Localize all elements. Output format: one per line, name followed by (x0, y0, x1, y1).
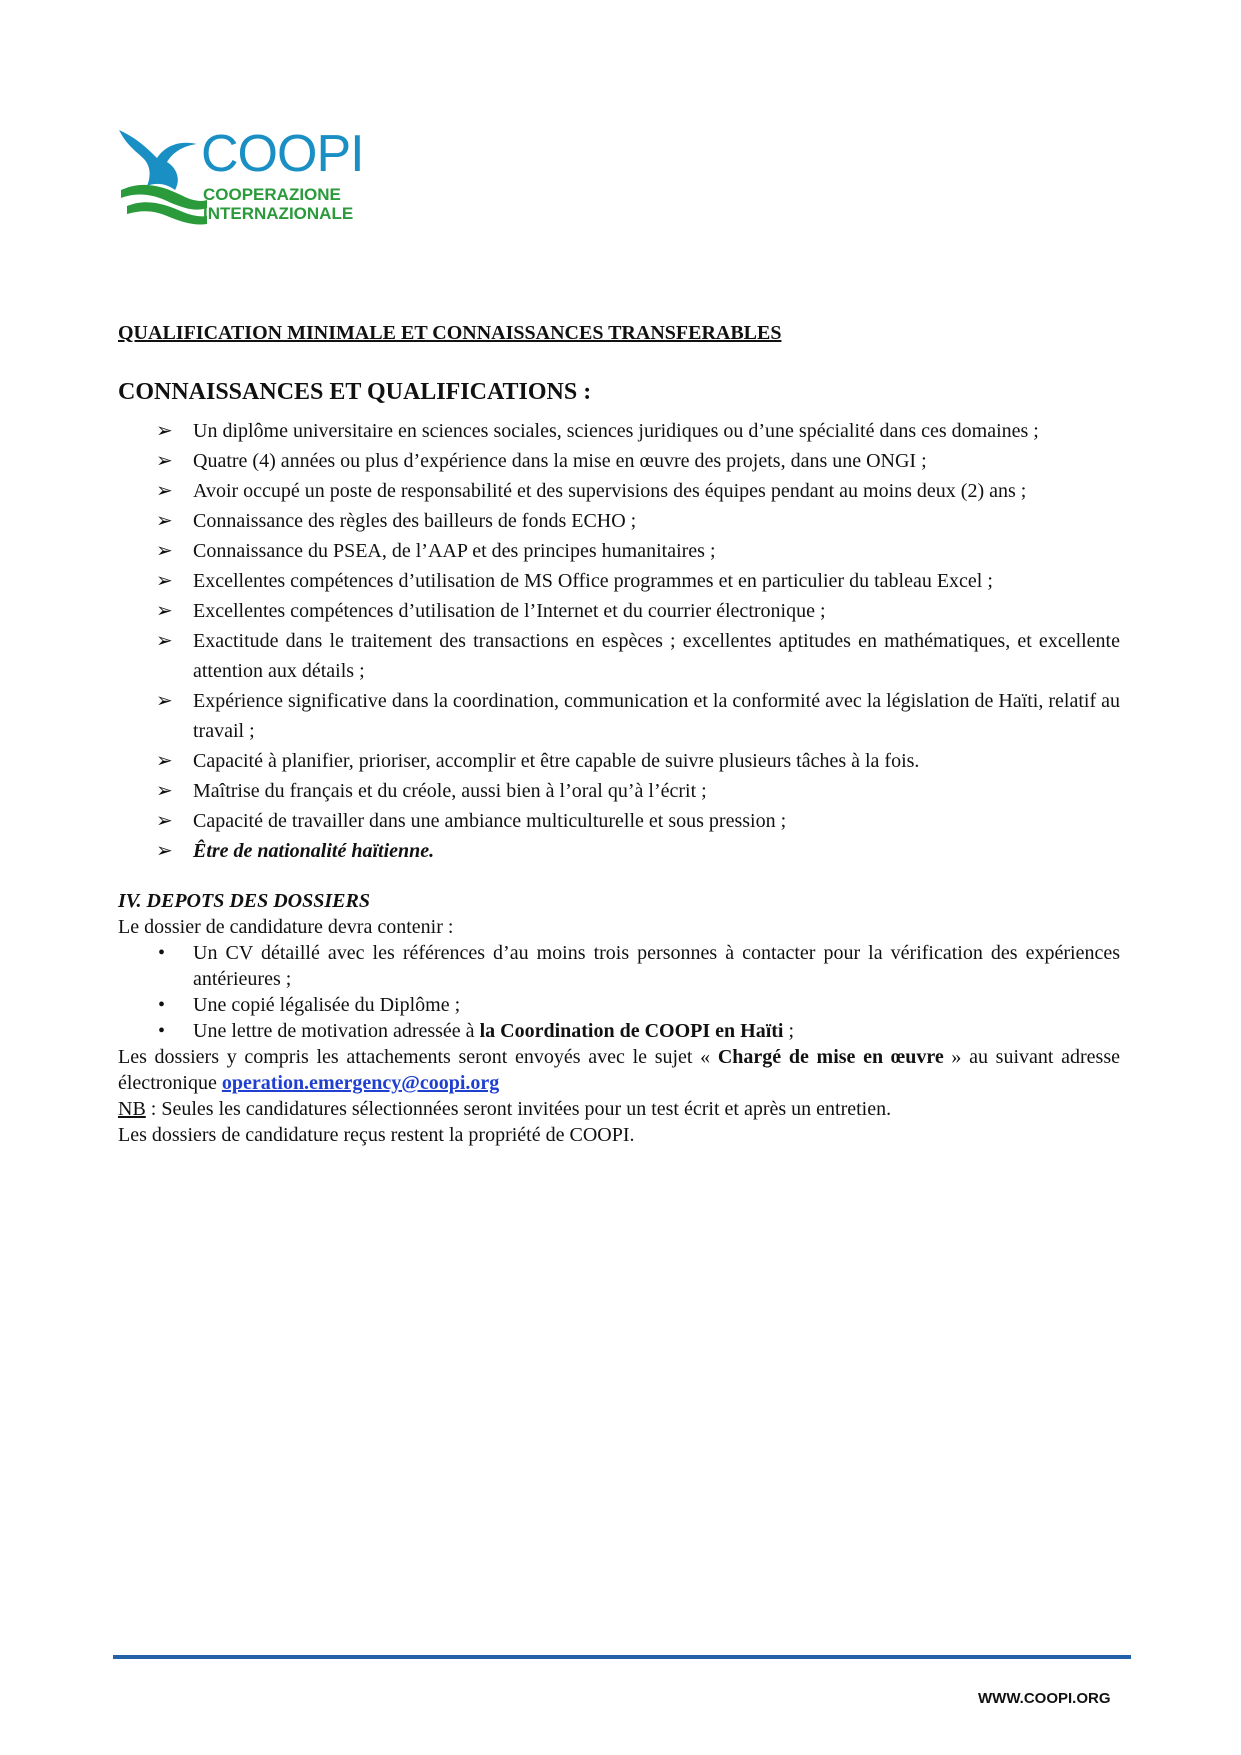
coopi-logo (117, 125, 364, 228)
list-item: ➢ Excellentes compétences d’utilisation de MS Office programmes et en particulier du tableau Excel ; (118, 566, 1120, 596)
section-title: QUALIFICATION MINIMALE ET CONNAISSANCES TRANSFERABLES (118, 322, 782, 344)
list-item: ➢ Avoir occupé un poste de responsabilité et des supervisions des équipes pendant au moins deux (2) ans ; (118, 476, 1120, 506)
list-item: ➢ Connaissance du PSEA, de l’AAP et des principes humanitaires ; (118, 536, 1120, 566)
knowledge-heading: CONNAISSANCES ET QUALIFICATIONS : (118, 379, 592, 405)
arrow-bullet-icon: ➢ (156, 780, 173, 802)
dot-bullet-icon: • (158, 942, 166, 964)
coopi-bird-icon (117, 128, 207, 228)
nb-label: NB (118, 1098, 146, 1120)
arrow-bullet-icon: ➢ (156, 840, 173, 862)
list-item: ➢ Maîtrise du français et du créole, aussi bien à l’oral qu’à l’écrit ; (118, 776, 1120, 806)
logo-line-1: COOPERAZIONE (203, 185, 341, 204)
deposit-list (118, 940, 1120, 1044)
email-link[interactable]: operation.emergency@coopi.org (221, 1072, 500, 1094)
list-item: ➢ Exactitude dans le traitement des transactions en espèces ; excellentes aptitudes en mathématiques, et excellente attention aux détails ; (118, 626, 1120, 686)
final-note: Les dossiers de candidature reçus restent la propriété de COOPI. (118, 1124, 635, 1146)
list-item: ➢ Excellentes compétences d’utilisation de l’Internet et du courrier électronique ; (118, 596, 1120, 626)
logo-line-2: INTERNAZIONALE (203, 204, 354, 223)
arrow-bullet-icon: ➢ (156, 510, 173, 532)
list-item: • Une lettre de motivation adressée à la Coordination de COOPI en Haïti ; (158, 1020, 795, 1042)
list-item: • Un CV détaillé avec les références d’au moins trois personnes à contacter pour la vérification des expériences antérieures ; (158, 942, 1120, 990)
logo-wordmark: COOPI (201, 125, 364, 183)
footer-website: WWW.COOPI.ORG (978, 1690, 1111, 1707)
list-item (118, 836, 1120, 866)
deposit-intro: Le dossier de candidature devra contenir : (118, 916, 454, 938)
arrow-bullet-icon: ➢ (156, 600, 173, 622)
arrow-bullet-icon: ➢ (156, 810, 173, 832)
list-item: • Une copié légalisée du Diplôme ; (158, 994, 461, 1016)
subject-line: Chargé de mise en œuvre (717, 1046, 944, 1068)
list-item: ➢ Capacité de travailler dans une ambiance multiculturelle et sous pression ; (118, 806, 1120, 836)
arrow-bullet-icon: ➢ (156, 690, 173, 712)
footer-divider (113, 1655, 1131, 1659)
coordination-name: la Coordination de COOPI en Haïti (479, 1020, 784, 1042)
list-item: ➢ Quatre (4) années ou plus d’expérience dans la mise en œuvre des projets, dans une ONGI ; (118, 446, 1120, 476)
nationality-requirement: Être de nationalité haïtienne. (193, 840, 435, 862)
arrow-bullet-icon: ➢ (156, 750, 173, 772)
nb-note: NB : Seules les candidatures sélectionnées seront invitées pour un test écrit et après un entretien. (118, 1098, 892, 1120)
list-item: ➢ Connaissance des règles des bailleurs de fonds ECHO ; (118, 506, 1120, 536)
arrow-bullet-icon: ➢ (156, 540, 173, 562)
dot-bullet-icon: • (158, 1020, 166, 1042)
arrow-bullet-icon: ➢ (156, 480, 173, 502)
deposit-heading: IV. DEPOTS DES DOSSIERS (118, 890, 370, 912)
arrow-bullet-icon: ➢ (156, 420, 173, 442)
arrow-bullet-icon: ➢ (156, 630, 173, 652)
document-body (118, 318, 1120, 1148)
list-item: ➢ Un diplôme universitaire en sciences sociales, sciences juridiques ou d’une spécialité dans ces domaines ; (118, 416, 1120, 446)
list-item: ➢ Capacité à planifier, prioriser, accomplir et être capable de suivre plusieurs tâches à la fois. (118, 746, 1120, 776)
list-item: ➢ Expérience significative dans la coordination, communication et la conformité avec la législation de Haïti, relatif au travail ; (118, 686, 1120, 746)
knowledge-list (118, 416, 1120, 866)
send-instructions: Les dossiers y compris les attachements seront envoyés avec le sujet « Chargé de mise en œuvre » au suivant adresse électronique operation.emergency@coopi.org (118, 1046, 1120, 1094)
arrow-bullet-icon: ➢ (156, 570, 173, 592)
arrow-bullet-icon: ➢ (156, 450, 173, 472)
dot-bullet-icon: • (158, 994, 166, 1016)
